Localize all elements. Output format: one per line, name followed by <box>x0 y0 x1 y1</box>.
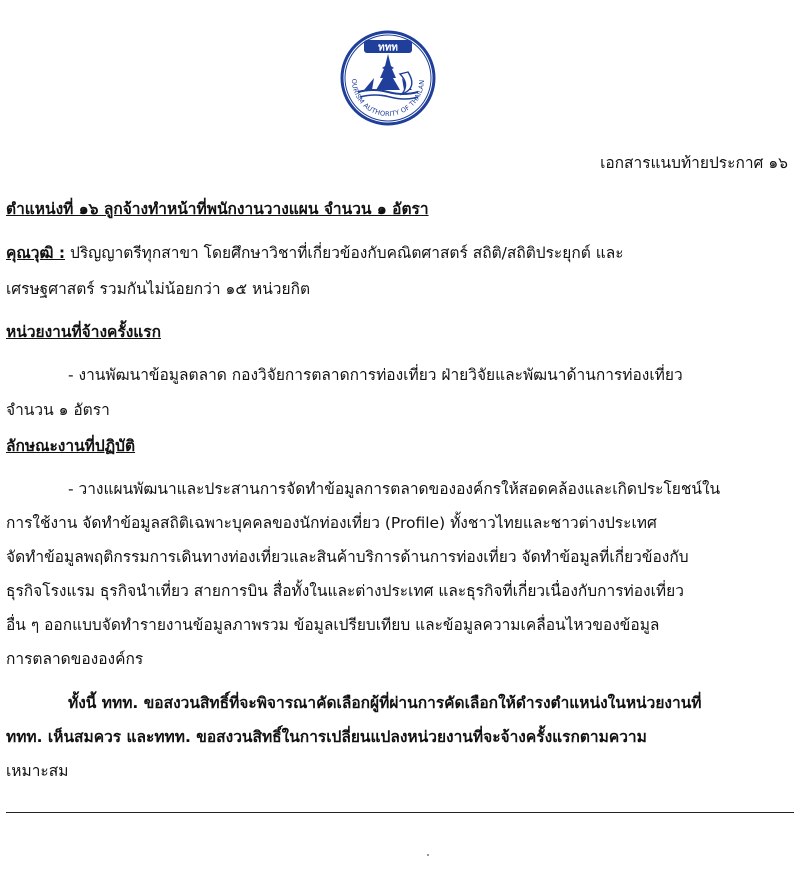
duties-heading: ลักษณะงานที่ปฏิบัติ <box>6 437 136 455</box>
note-line-3: เหมาะสม <box>6 762 69 780</box>
tat-logo <box>338 28 438 130</box>
scan-speck <box>427 854 429 856</box>
unit-line-1: - งานพัฒนาข้อมูลตลาด กองวิจัยการตลาดการท่องเที่ยว ฝ่ายวิจัยและพัฒนาด้านการท่องเที่ยว <box>68 366 683 384</box>
duties-line-1: - วางแผนพัฒนาและประสานการจัดทำข้อมูลการตลาดขององค์กรให้สอดคล้องและเกิดประโยชน์ใน <box>68 480 721 498</box>
qualification-text-1: ปริญญาตรีทุกสาขา โดยศึกษาวิชาที่เกี่ยวข้องกับคณิตศาสตร์ สถิติ/สถิติประยุกต์ และ <box>70 244 624 262</box>
duties-line-6: การตลาดขององค์กร <box>6 650 144 668</box>
duties-line-3: จัดทำข้อมูลพฤติกรรมการเดินทางท่องเที่ยวและสินค้าบริการด้านการท่องเที่ยว จัดทำข้อมูลที่เกี่ยวข้องกับ <box>6 548 689 566</box>
qualification-line-2: เศรษฐศาสตร์ รวมกันไม่น้อยกว่า ๑๕ หน่วยกิต <box>6 280 311 298</box>
footer-divider <box>6 812 794 813</box>
qualification-line-1 <box>6 240 624 265</box>
qualification-label: คุณวุฒิ : <box>6 244 66 262</box>
duties-line-4: ธุรกิจโรงแรม ธุรกิจนำเที่ยว สายการบิน สื่อทั้งในและต่างประเทศ และธุรกิจที่เกี่ยวเนื่องกับการท่องเที่ยว <box>6 582 684 600</box>
note-line-2: ททท. เห็นสมควร และททท. ขอสงวนสิทธิ์ในการเปลี่ยนแปลงหน่วยงานที่จะจ้างครั้งแรกตามความ <box>6 728 647 746</box>
tat-logo-graphic <box>338 28 438 130</box>
unit-heading: หน่วยงานที่จ้างครั้งแรก <box>6 323 161 341</box>
logo-initials: ททท <box>378 42 398 54</box>
position-title: ตำแหน่งที่ ๑๖ ลูกจ้างทำหน้าที่พนักงานวางแผน จำนวน ๑ อัตรา <box>6 200 429 218</box>
logo-arc-text: OURISM AUTHORITY OF THAILAN <box>349 78 427 119</box>
duties-line-5: อื่น ๆ ออกแบบจัดทำรายงานข้อมูลภาพรวม ข้อมูลเปรียบเทียบ และข้อมูลความเคลื่อนไหวของข้อมูล <box>6 616 660 634</box>
duties-line-2: การใช้งาน จัดทำข้อมูลสถิติเฉพาะบุคคลของนักท่องเที่ยว (Profile) ทั้งชาวไทยและชาวต่างประเทศ <box>6 514 657 532</box>
annex-label: เอกสารแนบท้ายประกาศ ๑๖ <box>600 154 788 172</box>
note-line-1: ทั้งนี้ ททท. ขอสงวนสิทธิ์ที่จะพิจารณาคัดเลือกผู้ที่ผ่านการคัดเลือกให้ดำรงตำแหน่งในหน่วยงานที่ <box>68 694 702 712</box>
unit-line-2: จำนวน ๑ อัตรา <box>6 401 110 419</box>
